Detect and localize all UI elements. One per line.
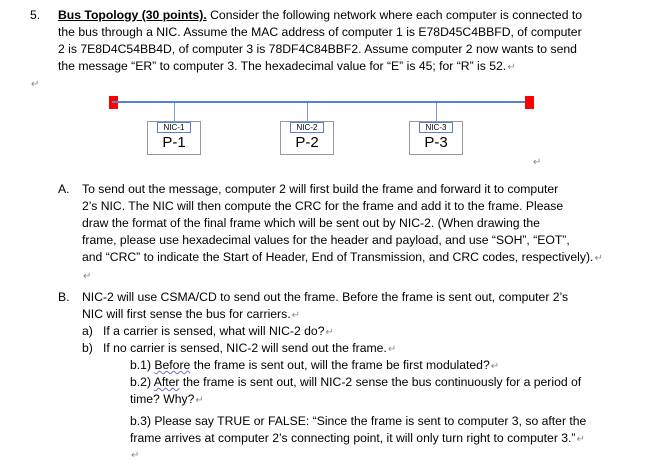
b1-keyword: Before <box>154 358 191 372</box>
part-a-label: A. <box>58 182 70 196</box>
b2-question-line-1 <box>130 374 581 390</box>
bus-terminator-right <box>525 96 534 109</box>
sub-b-statement: If no carrier is sensed, NIC-2 will send out the frame. <box>103 341 387 355</box>
b1-question <box>130 357 499 375</box>
b2-question-line-2 <box>130 391 204 409</box>
b1-prefix: b.1) <box>130 358 155 372</box>
sub-b-label: b) <box>82 341 93 355</box>
drop-line <box>436 103 437 121</box>
paragraph-mark: ↵ <box>31 79 40 90</box>
part-a-text: and “CRC” to indicate the Start of Header, End of Transmission, and CRC codes, respectively). <box>82 250 594 264</box>
computer-label: P-1 <box>162 134 186 151</box>
sub-a-question: If a carrier is sensed, what will NIC-2 do? <box>103 324 325 338</box>
question-number: 5. <box>30 8 41 22</box>
bus-line <box>112 101 532 103</box>
sub-a-text <box>103 323 334 341</box>
paragraph-mark: ↵ <box>325 327 334 338</box>
paragraph-mark: ↵ <box>594 253 603 264</box>
computer-node-3 <box>409 121 463 155</box>
question-intro-line-1 <box>58 7 582 23</box>
sub-a-label: a) <box>82 324 93 338</box>
part-a-line-2: 2’s NIC. The NIC will then compute the CRC for the frame and add it to the frame. Please <box>82 199 564 213</box>
question-title: Bus Topology (30 points). <box>58 8 207 22</box>
b1-text: the frame is sent out, will the frame be first modulated? <box>190 358 490 372</box>
part-a-line-1: To send out the message, computer 2 will first build the frame and forward it to computer <box>82 182 559 196</box>
part-a-line-5 <box>82 249 603 267</box>
paragraph-mark: ↵ <box>507 62 516 73</box>
intro-text: the message “ER” to computer 3. The hexadecimal value for “E” is 45; for “R” is 52. <box>58 59 507 73</box>
question-intro-line-4 <box>58 58 516 76</box>
part-b-text: NIC will first sense the bus for carriers. <box>82 307 291 321</box>
b3-question-line-2 <box>130 430 585 448</box>
paragraph-mark: ↵ <box>195 395 204 406</box>
sub-b-text <box>103 340 396 358</box>
question-intro-line-3: 2 is 7E8D4C54BB4D, of computer 3 is 78DF4C84BBF2. Assume computer 2 now wants to send <box>58 42 577 56</box>
drop-line <box>307 103 308 121</box>
b2-text-2: time? Why? <box>130 392 195 406</box>
paragraph-mark: ↵ <box>291 310 300 321</box>
paragraph-mark: ↵ <box>131 450 140 461</box>
computer-label: P-3 <box>424 134 448 151</box>
paragraph-mark: ↵ <box>533 157 542 168</box>
part-b-line-2 <box>82 306 300 324</box>
computer-label: P-2 <box>295 134 319 151</box>
computer-node-2 <box>280 121 334 155</box>
part-b-line-1: NIC-2 will use CSMA/CD to send out the frame. Before the frame is sent out, computer 2’s <box>82 290 569 304</box>
computer-node-1 <box>147 121 201 155</box>
drop-line <box>174 103 175 121</box>
part-a-line-3: draw the format of the final frame which will be sent out by NIC-2. (When drawing the <box>82 216 540 230</box>
nic-label: NIC-3 <box>419 122 453 133</box>
paragraph-mark: ↵ <box>576 434 585 445</box>
b2-prefix: b.2) <box>130 375 154 389</box>
b2-text: the frame is sent out, will NIC-2 sense the bus continuously for a period of <box>179 375 582 389</box>
b2-keyword: After <box>153 375 180 389</box>
intro-text: Consider the following network where each computer is connected to <box>206 8 583 22</box>
nic-label: NIC-2 <box>290 122 324 133</box>
paragraph-mark: ↵ <box>387 344 397 355</box>
part-b-label: B. <box>58 290 70 304</box>
question-intro-line-2: the bus through a NIC. Assume the MAC address of computer 1 is E78D45C4BBFD, of computer <box>58 25 582 39</box>
nic-label: NIC-1 <box>157 122 191 133</box>
paragraph-mark: ↵ <box>490 361 500 372</box>
b3-question-line-1: b.3) Please say TRUE or FALSE: “Since the frame is sent to computer 3, so after the <box>130 414 587 428</box>
b3-text-2: frame arrives at computer 2’s connecting point, it will only turn right to computer 3.” <box>130 431 576 445</box>
part-a-line-4: frame, please use hexadecimal values for the header and payload, and use “SOH”, “EOT”, <box>82 233 570 247</box>
paragraph-mark: ↵ <box>83 271 92 282</box>
